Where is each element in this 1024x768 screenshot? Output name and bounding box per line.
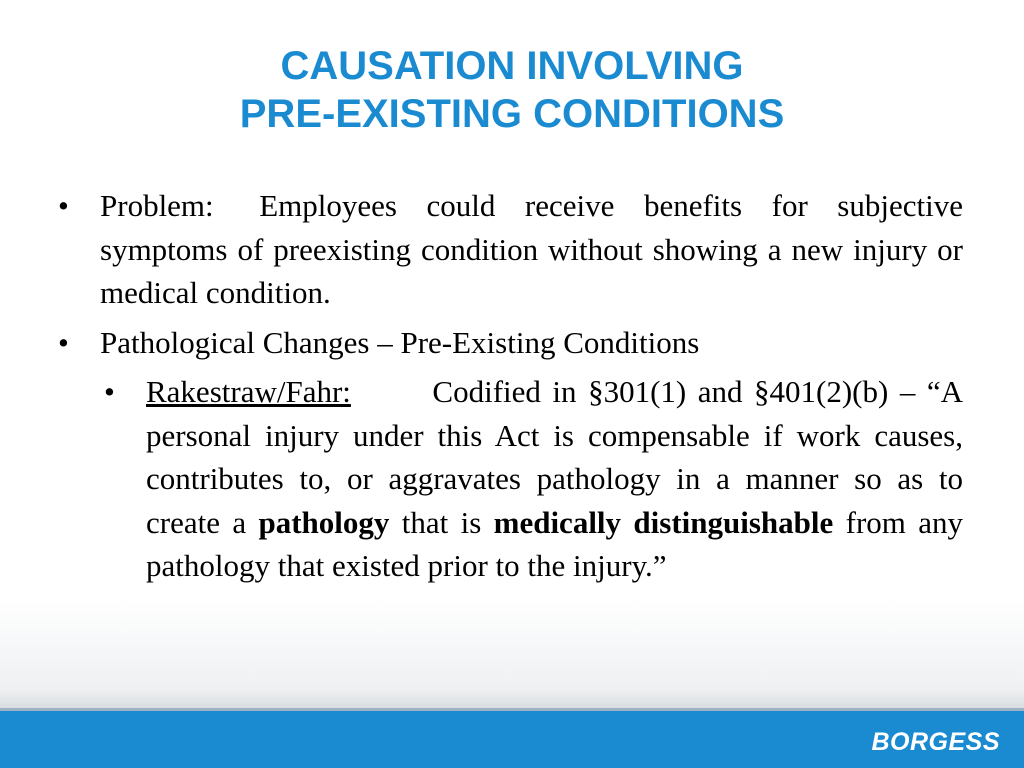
slide-title xyxy=(0,42,1024,138)
bullet-problem-text xyxy=(100,184,963,315)
bullet-problem-label: Problem: xyxy=(100,188,214,223)
sub-bullet-label: Rakestraw/Fahr: xyxy=(146,374,351,409)
sub-bullet-rakestraw xyxy=(104,370,963,588)
slide-content xyxy=(58,184,963,588)
sub-bullet-text-1: Codified in §301(1) and §401(2)(b) – “A personal injury under this Act is compensable if work causes, contributes to, or aggravates pathology in a manner so as to create a xyxy=(146,374,963,540)
sub-bullet-bold-1: pathology xyxy=(258,504,390,540)
footer-bar xyxy=(0,711,1024,768)
bullet-problem xyxy=(58,184,963,315)
sub-bullet-rakestraw-text xyxy=(146,370,963,588)
sub-bullet-text-2: that is xyxy=(401,504,482,540)
sub-bullet-dot: • xyxy=(104,374,115,409)
title-line-1: CAUSATION INVOLVING xyxy=(280,44,744,88)
borgess-logo: BORGESS xyxy=(871,728,1000,756)
sub-bullet-bold-2: medically distinguishable xyxy=(493,504,834,540)
bullet-pathological-changes-text: Pathological Changes – Pre-Existing Conditions xyxy=(100,324,700,360)
bullet-pathological-changes xyxy=(58,321,963,365)
bullet-dot: • xyxy=(58,324,69,360)
title-line-2: PRE-EXISTING CONDITIONS xyxy=(239,92,785,136)
bullet-dot: • xyxy=(58,188,69,223)
bullet-problem-body: Employees could receive benefits for subjective symptoms of preexisting condition without showing a new injury or medical condition. xyxy=(100,188,963,310)
sub-bullet-text-3: from any pathology that existed prior to the injury.” xyxy=(146,504,964,583)
